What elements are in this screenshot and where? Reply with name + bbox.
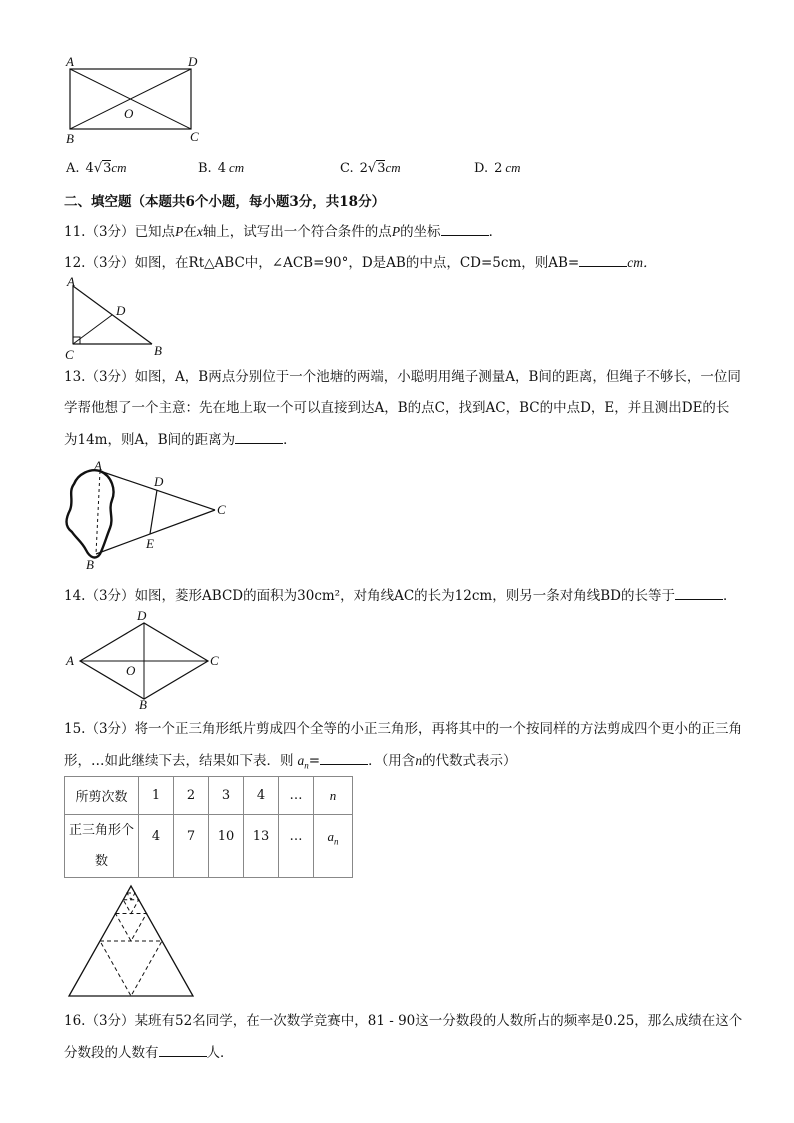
table-cell: 4 — [139, 815, 174, 878]
answer-blank[interactable] — [320, 750, 368, 765]
point-label-a: A — [94, 458, 102, 473]
question-13-line2: 学帮他想了一个主意：先在地上取一个可以直接到达A，B的点C，找到AC，BC的中点D，E，并且测出DE的长 — [64, 400, 730, 416]
pond-figure — [60, 462, 240, 572]
point-label-d: D — [137, 608, 147, 623]
point-label-d: D — [154, 474, 164, 489]
rhombus-figure — [70, 615, 220, 705]
point-label-o: O — [126, 663, 136, 678]
option-d: D. 2 cm — [474, 160, 521, 176]
point-label-c: C — [190, 129, 199, 144]
table-cell: 10 — [209, 815, 244, 878]
table-cell: 2 — [174, 777, 209, 815]
question-13-line3: 为14m，则A，B间的距离为 ． — [64, 429, 297, 450]
point-label-b: B — [86, 557, 94, 572]
answer-blank[interactable] — [159, 1042, 207, 1057]
table-cell: 3 — [209, 777, 244, 815]
answer-blank[interactable] — [441, 221, 489, 236]
table-cell: 13 — [244, 815, 279, 878]
option-b: B. 4 cm — [198, 160, 245, 176]
triangle-subdivision-figure — [64, 883, 204, 1003]
option-c: C. 2√3cm — [340, 160, 401, 176]
point-label-e: E — [146, 536, 154, 551]
point-label-d: D — [116, 303, 126, 318]
table-header-cell: 正三角形个 数 — [65, 815, 139, 878]
table-row — [65, 777, 353, 815]
data-table — [64, 776, 353, 878]
table-cell: n — [314, 777, 353, 815]
point-label-a: A — [66, 653, 74, 668]
question-13-line1: 13.（3分）如图，A，B两点分别位于一个池塘的两端，小聪明用绳子测量A，B间的距离，但绳子不够长，一位同 — [64, 369, 741, 385]
point-label-b: B — [139, 697, 147, 712]
point-label-b: B — [154, 343, 162, 358]
answer-blank[interactable] — [675, 585, 723, 600]
table-row — [65, 815, 353, 878]
question-11: 11.（3分）已知点P在x轴上，试写出一个符合条件的点P的坐标 ． — [64, 221, 502, 242]
question-15-line2: 形，…如此继续下去，结果如下表．则 $a_n=$ ．（用含n的代数式表示） — [64, 750, 517, 776]
table-cell: 1 — [139, 777, 174, 815]
table-cell: 4 — [244, 777, 279, 815]
answer-blank[interactable] — [235, 429, 283, 444]
answer-blank[interactable] — [579, 252, 627, 267]
question-16-line1: 16.（3分）某班有52名同学，在一次数学竞赛中，81 - 90这一分数段的人数所占的频率是0.25，那么成绩在这个 — [64, 1013, 743, 1029]
table-cell: $a_n$ — [314, 815, 353, 878]
point-label-o: O — [124, 106, 134, 121]
option-a: A. 4√3cm — [66, 160, 127, 176]
question-16-line2: 分数段的人数有 人． — [64, 1042, 234, 1063]
table-cell: … — [279, 777, 314, 815]
question-14: 14.（3分）如图，菱形ABCD的面积为30cm²，对角线AC的长为12cm，则另一条对角线BD的长等于 ． — [64, 585, 736, 606]
point-label-a: A — [67, 274, 75, 289]
point-label-c: C — [210, 653, 219, 668]
point-label-c: C — [217, 502, 226, 517]
table-header-cell: 所剪次数 — [65, 777, 139, 815]
point-label-a: A — [66, 54, 74, 69]
section-heading: 二、填空题（本题共6个小题，每小题3分，共18分） — [64, 194, 386, 210]
question-12: 12.（3分）如图，在Rt△ABC中，∠ACB=90°，D是AB的中点，CD=5cm，则AB= cm． — [64, 252, 656, 273]
point-label-d: D — [188, 54, 198, 69]
table-cell: … — [279, 815, 314, 878]
question-15-line1: 15.（3分）将一个正三角形纸片剪成四个全等的小正三角形，再将其中的一个按同样的方法剪成四个更小的正三角 — [64, 721, 743, 737]
point-label-b: B — [66, 131, 74, 146]
point-label-c: C — [65, 347, 74, 362]
table-cell: 7 — [174, 815, 209, 878]
